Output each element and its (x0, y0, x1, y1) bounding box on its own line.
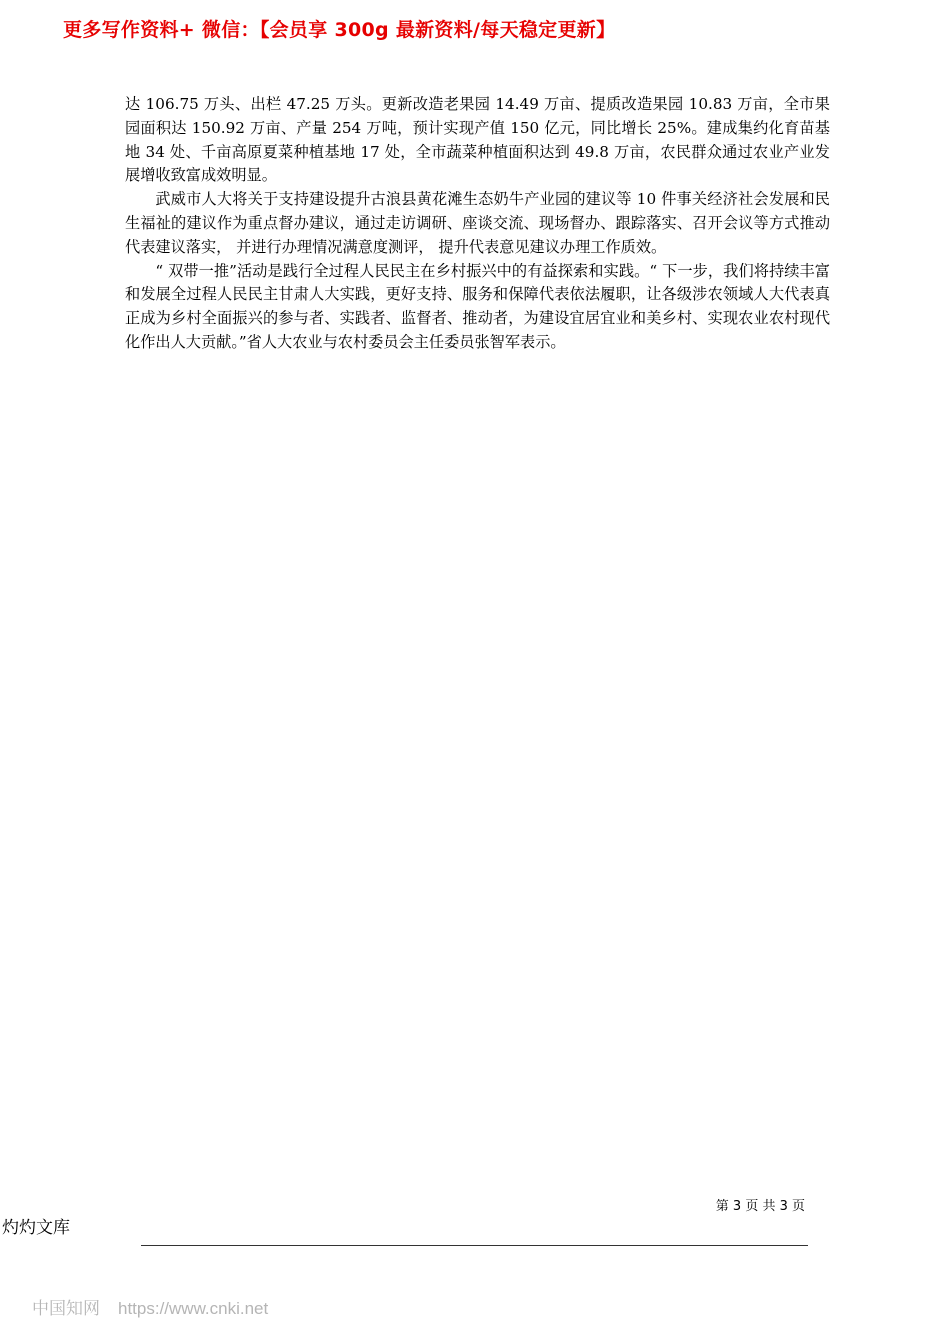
footer-brand: 灼灼文库 (2, 1218, 70, 1238)
watermark (32, 1294, 268, 1319)
watermark-site-name: 中国知网 (32, 1299, 100, 1318)
page-number: 第 3 页 共 3 页 (715, 1199, 805, 1214)
document-body (125, 93, 830, 355)
paragraph: “ 双带一推”活动是践行全过程人民民主在乡村振兴中的有益探索和实践。“ 下一步，我们将持续丰富和发展全过程人民民主甘肃人大实践，更好支持、服务和保障代表依法履职，让各级涉农领域人大代表真正成为乡村全面振兴的参与者、实践者、监督者、推动者，为建设宜居宜业和美乡村、实现农业农村现代化作出人大贡献。”省人大农业与农村委员会主任委员张智军表示。 (125, 261, 830, 351)
promo-banner: 更多写作资料+ 微信：【会员享 300g 最新资料/每天稳定更新】 (63, 19, 616, 41)
paragraph: 达 106.75 万头、出栏 47.25 万头。更新改造老果园 14.49 万亩、提质改造果园 10.83 万亩，全市果园面积达 150.92 万亩、产量 254 万吨，预计实现产值 150 亿元，同比增长 25%。建成集约化育苗基地 34 处、千亩高原夏菜种植基地 17 处，全市蔬菜种植面积达到 49.8 万亩，农民群众通过农业产业发展增收致富成效明显。 (125, 95, 830, 185)
watermark-url: https://www.cnki.net (118, 1299, 269, 1318)
paragraph: 武威市人大将关于支持建设提升古浪县黄花滩生态奶牛产业园的建议等 10 件事关经济社会发展和民生福祉的建议作为重点督办建议，通过走访调研、座谈交流、现场督办、跟踪落实、召开会议等方式推动代表建议落实， 并进行办理情况满意度测评， 提升代表意见建议办理工作质效。 (125, 190, 830, 256)
footer-divider (141, 1245, 808, 1246)
